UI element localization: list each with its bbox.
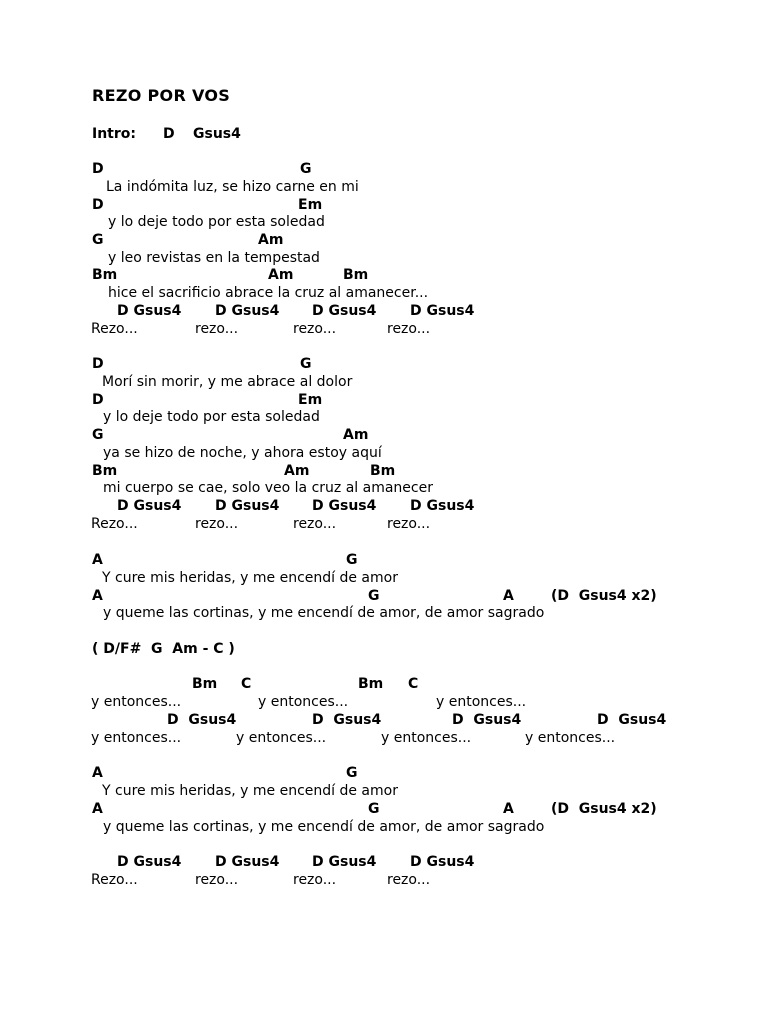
- intro-label: Intro:: [92, 126, 136, 142]
- song-title: REZO POR VOS: [92, 86, 231, 105]
- chord: D Gsus4: [452, 712, 522, 728]
- chord: G: [92, 232, 104, 248]
- chord: Am: [343, 427, 369, 443]
- lyric: Morí sin morir, y me abrace al dolor: [102, 374, 353, 390]
- chord: Am: [258, 232, 284, 248]
- chord: G: [346, 552, 358, 568]
- chord: (D Gsus4 x2): [551, 588, 657, 604]
- lyric: Rezo...: [91, 516, 138, 532]
- lyric: y leo revistas en la tempestad: [108, 250, 320, 266]
- lyric: rezo...: [195, 321, 239, 337]
- chord: A: [92, 765, 103, 781]
- chord: G: [300, 161, 312, 177]
- chord: D Gsus4: [117, 303, 182, 319]
- lyric: y lo deje todo por esta soledad: [103, 409, 320, 425]
- lyric: rezo...: [387, 516, 431, 532]
- chord: D: [163, 126, 175, 142]
- lyric: Rezo...: [91, 321, 138, 337]
- chord: A: [503, 801, 514, 817]
- chord: D Gsus4: [117, 854, 182, 870]
- chord: (D Gsus4 x2): [551, 801, 657, 817]
- chord: Bm: [92, 463, 118, 479]
- chord: A: [92, 801, 103, 817]
- lyric: mi cuerpo se cae, solo veo la cruz al amanecer: [103, 480, 433, 496]
- lyric: y lo deje todo por esta soledad: [108, 214, 325, 230]
- chord: A: [92, 588, 103, 604]
- chord: C: [241, 676, 252, 692]
- chord: D Gsus4: [215, 498, 280, 514]
- lyric: rezo...: [387, 872, 431, 888]
- chord: D Gsus4: [167, 712, 237, 728]
- chord: D Gsus4: [215, 303, 280, 319]
- chord: Am: [268, 267, 294, 283]
- chord: Bm: [358, 676, 384, 692]
- lyric: y entonces...: [258, 694, 349, 710]
- chord: D Gsus4: [215, 854, 280, 870]
- chord: Em: [298, 392, 323, 408]
- chord: D Gsus4: [312, 854, 377, 870]
- lyric: y entonces...: [91, 694, 182, 710]
- chord: C: [408, 676, 419, 692]
- chord: D Gsus4: [312, 712, 382, 728]
- lyric: hice el sacrificio abrace la cruz al amanecer...: [108, 285, 429, 301]
- lyric: rezo...: [293, 321, 337, 337]
- lyric: Rezo...: [91, 872, 138, 888]
- chord: D Gsus4: [117, 498, 182, 514]
- lyric: y entonces...: [525, 730, 616, 746]
- chord: D: [92, 356, 104, 372]
- chord: G: [368, 801, 380, 817]
- lyric: Y cure mis heridas, y me encendí de amor: [102, 783, 398, 799]
- chord: Gsus4: [193, 126, 241, 142]
- chord: Am: [284, 463, 310, 479]
- chord: D Gsus4: [597, 712, 667, 728]
- lyric: y entonces...: [91, 730, 182, 746]
- chord: Bm: [92, 267, 118, 283]
- lyric: y entonces...: [236, 730, 327, 746]
- lyric: y queme las cortinas, y me encendí de amor, de amor sagrado: [103, 819, 545, 835]
- lyric: rezo...: [293, 872, 337, 888]
- lyric: y queme las cortinas, y me encendí de amor, de amor sagrado: [103, 605, 545, 621]
- chord: D Gsus4: [410, 498, 475, 514]
- chord: Em: [298, 197, 323, 213]
- chord: D Gsus4: [410, 854, 475, 870]
- chord: D: [92, 392, 104, 408]
- chord: D: [92, 161, 104, 177]
- lyric: La indómita luz, se hizo carne en mi: [106, 179, 359, 195]
- lyric: rezo...: [195, 872, 239, 888]
- lyric: Y cure mis heridas, y me encendí de amor: [102, 570, 398, 586]
- chord: A: [503, 588, 514, 604]
- chord: G: [368, 588, 380, 604]
- chord: D Gsus4: [312, 498, 377, 514]
- chord: D: [92, 197, 104, 213]
- chord: Bm: [370, 463, 396, 479]
- chord: Bm: [343, 267, 369, 283]
- chord: D Gsus4: [312, 303, 377, 319]
- chord: A: [92, 552, 103, 568]
- lyric: rezo...: [195, 516, 239, 532]
- chord: G: [346, 765, 358, 781]
- chord: ( D/F# G Am - C ): [92, 641, 235, 657]
- chord: Bm: [192, 676, 218, 692]
- lyric: rezo...: [387, 321, 431, 337]
- chord: D Gsus4: [410, 303, 475, 319]
- lyric: y entonces...: [436, 694, 527, 710]
- lyric: rezo...: [293, 516, 337, 532]
- chord: G: [92, 427, 104, 443]
- chord: G: [300, 356, 312, 372]
- lyric: ya se hizo de noche, y ahora estoy aquí: [103, 445, 382, 461]
- lyric: y entonces...: [381, 730, 472, 746]
